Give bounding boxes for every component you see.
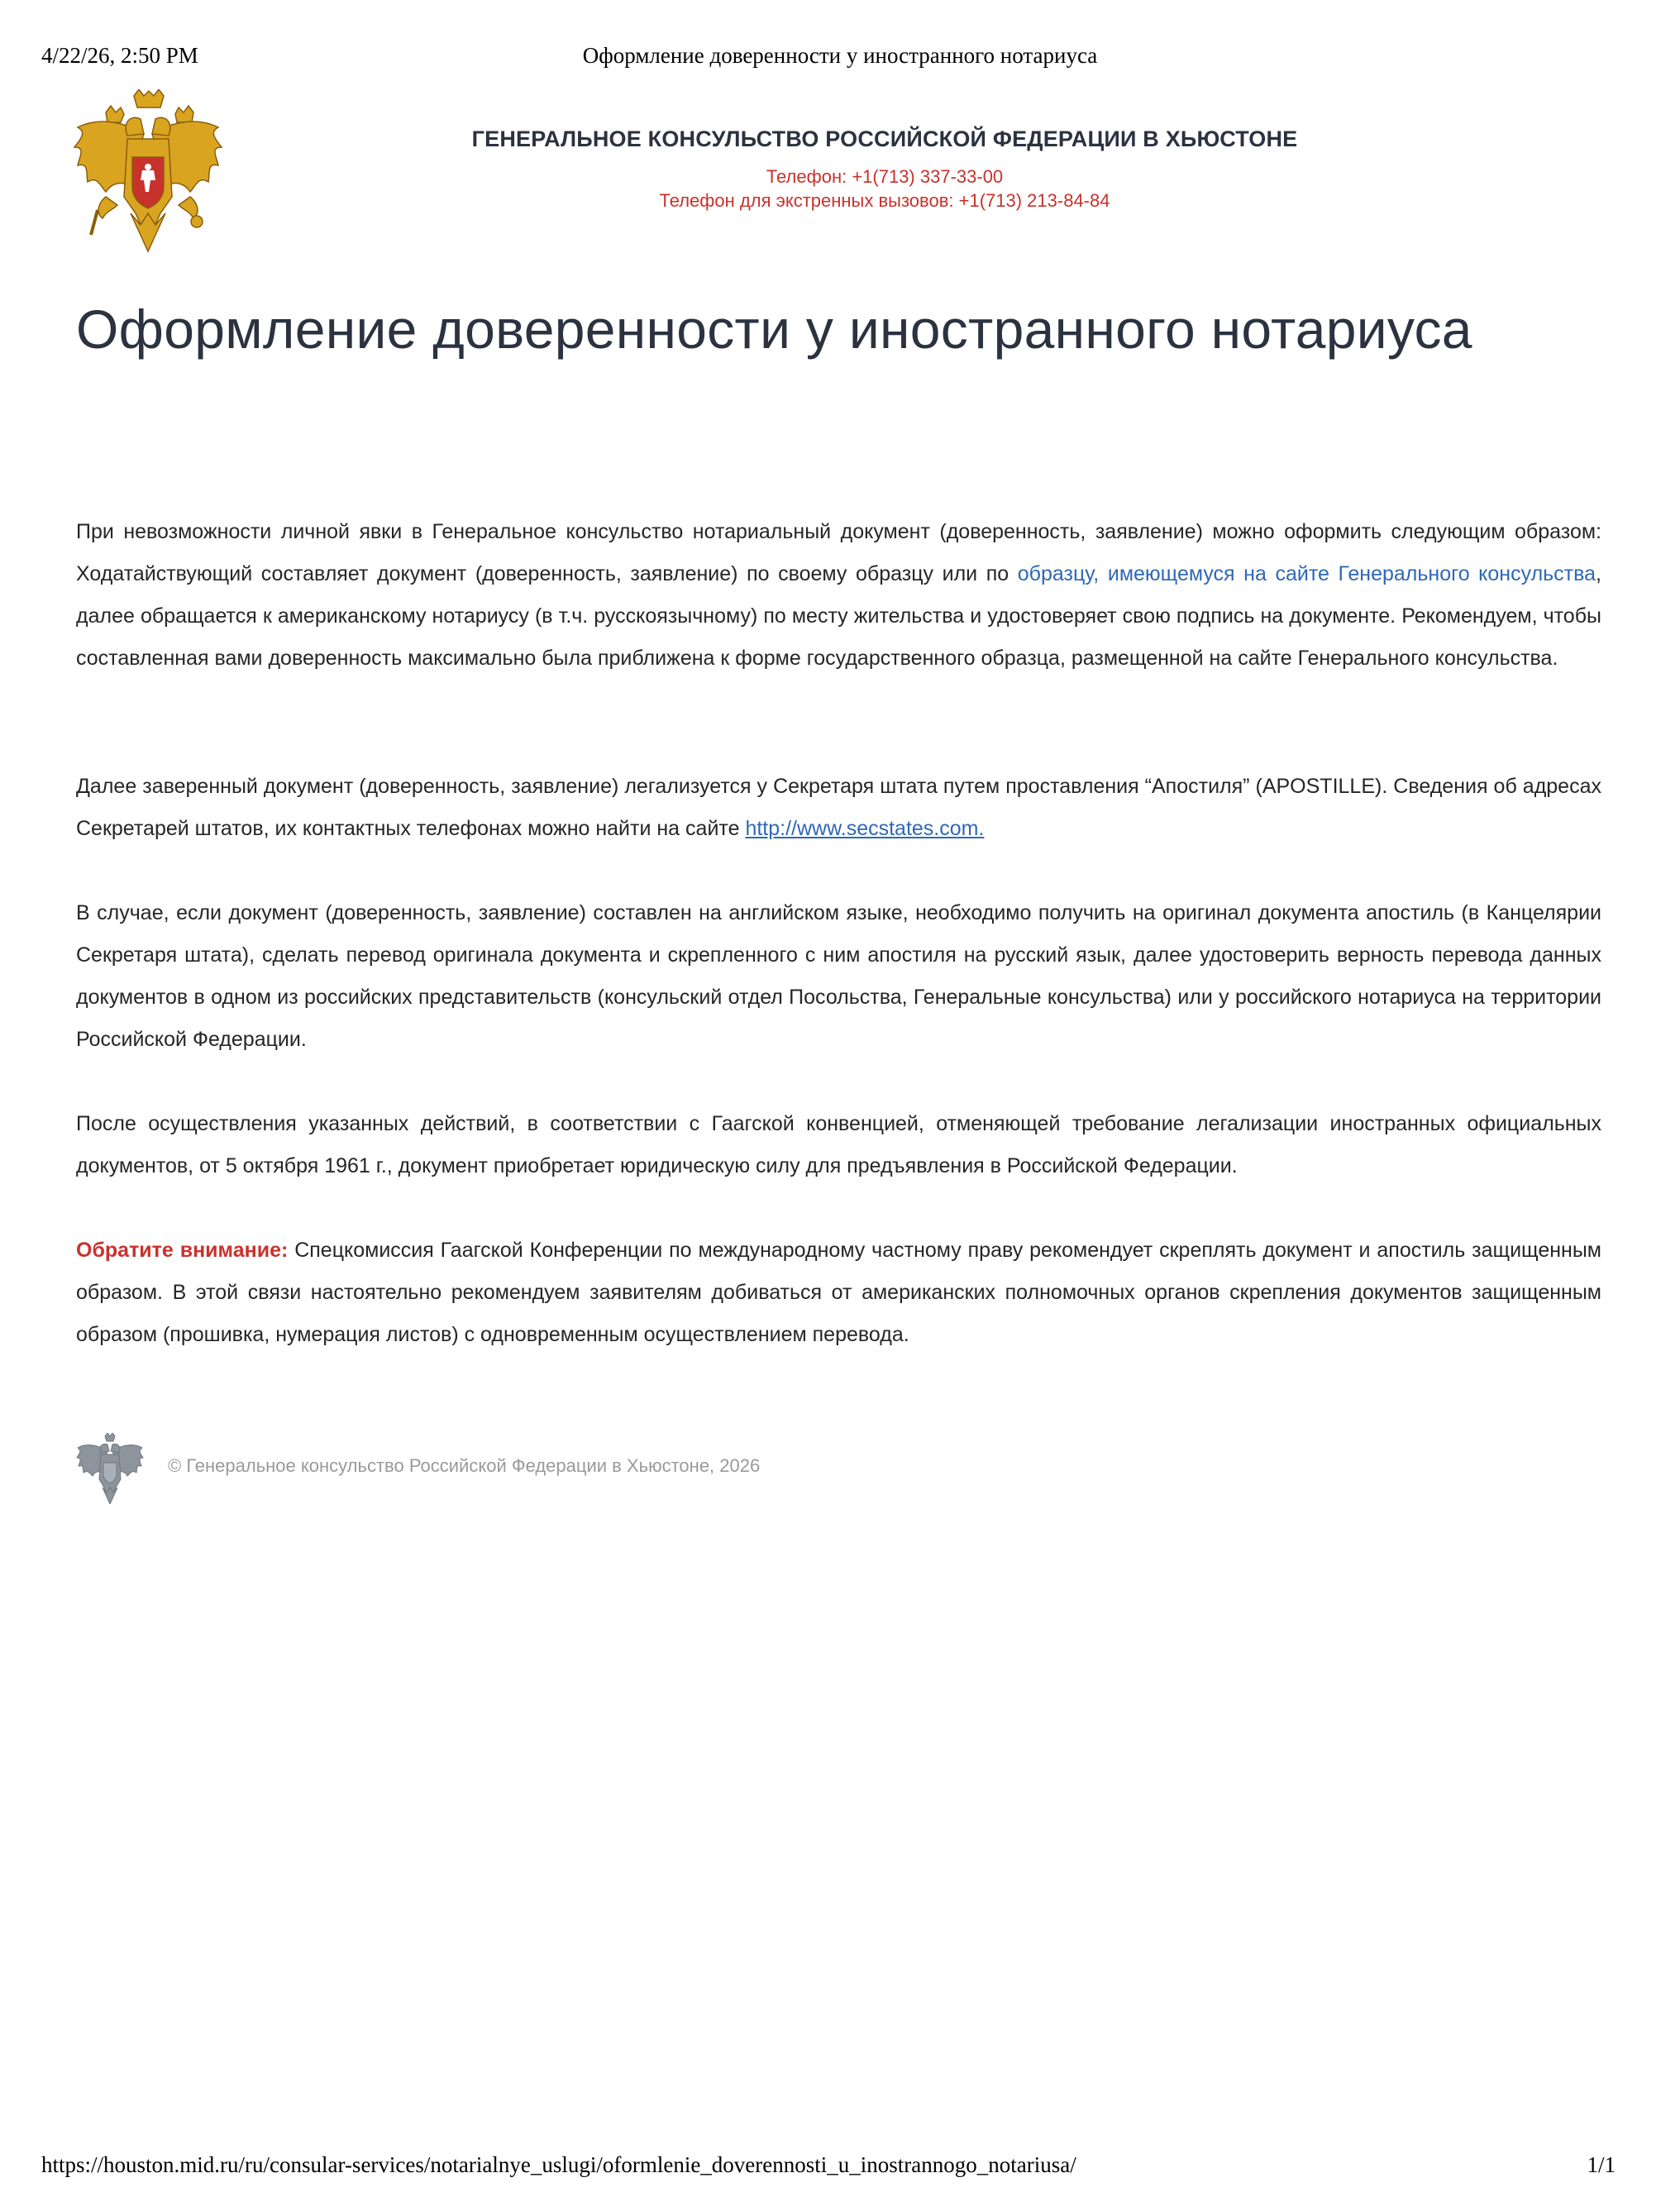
paragraph-apostille <box>76 766 1601 850</box>
print-url: https://houston.mid.ru/ru/consular-services/notarialnye_uslugi/oformlenie_doverennosti_u_inostrannogo_notariusa/ <box>41 2152 1076 2177</box>
print-header <box>0 43 1680 73</box>
paragraph-hague-convention <box>76 1103 1601 1187</box>
secstates-link[interactable]: http://www.secstates.com. <box>745 817 985 840</box>
emergency-phone-number[interactable]: Телефон для экстренных вызовов: +1(713) 213-84-84 <box>659 190 1110 211</box>
sample-document-link[interactable]: образцу, имеющемуся на сайте Генерального консульства <box>1017 562 1596 585</box>
paragraph-text: Спецкомиссия Гаагской Конференции по международному частному праву рекомендует скреплять документ и апостиль защищенным образом. В этой связи настоятельно рекомендуем заявителям добиваться от американских полномочных органов скрепления документов защищенным образом (прошивка, нумерация листов) с одновременным осуществлением перевода. <box>76 1239 1601 1346</box>
paragraph-text: После осуществления указанных действий, в соответствии с Гаагской конвенцией, отменяющей требование легализации иностранных официальных документов, от 5 октября 1961 г., документ приобретает юридическую силу для предъявления в Российской Федерации. <box>76 1112 1601 1177</box>
paragraph-text: В случае, если документ (доверенность, заявление) составлен на английском языке, необходимо получить на оригинал документа апостиль (в Канцелярии Секретаря штата), сделать перевод оригинала документа и скрепленного с ним апостиля на русский язык, далее удостоверить верность перевода данных документов в одном из российских представительств (консульский отдел Посольства, Генеральные консульства) или у российского нотариуса на территории Российской Федерации. <box>76 901 1601 1051</box>
paragraph-text: При невозможности личной явки в Генеральное консульство нотариальный документ (доверенность, заявление) можно оформить следующим образом: Ходатайствующий составляет документ (доверенность, заявление) по своему образцу или по <box>76 520 1601 585</box>
paragraph-intro <box>76 511 1601 680</box>
phone-number[interactable]: Телефон: +1(713) 337-33-00 <box>766 166 1004 187</box>
print-page-title: Оформление доверенности у иностранного нотариуса <box>582 43 1098 68</box>
copyright-text: © Генеральное консульство Российской Федерации в Хьюстоне, 2026 <box>168 1455 761 1476</box>
paragraph-text: Далее заверенный документ (доверенность, заявление) легализуется у Секретаря штата путем проставления “Апостиля” (APOSTILLE). Сведения об адресах Секретарей штатов, их контактных телефонах можно найти на сайте <box>76 775 1601 840</box>
coat-of-arms-icon[interactable] <box>73 89 223 255</box>
paragraph-notice <box>76 1230 1601 1356</box>
paragraph-translation <box>76 892 1601 1061</box>
coat-of-arms-gray-icon[interactable] <box>76 1433 144 1504</box>
notice-label: Обратите внимание: <box>76 1239 289 1262</box>
print-datetime: 4/22/26, 2:50 PM <box>41 43 198 68</box>
print-page-count: 1/1 <box>1587 2152 1616 2177</box>
print-footer <box>0 2152 1680 2182</box>
consulate-name[interactable]: ГЕНЕРАЛЬНОЕ КОНСУЛЬСТВО РОССИЙСКОЙ ФЕДЕРАЦИИ В ХЬЮСТОНЕ <box>471 127 1298 151</box>
paragraph-text: , далее обращается к американскому нотариусу (в т.ч. русскоязычному) по месту жительства и удостоверяет свою подпись на документе. Рекомендуем, чтобы составленная вами доверенность максимально была приближена к форме государственного образца, размещенной на сайте Генерального консульства. <box>76 562 1601 670</box>
page-title: Оформление доверенности у иностранного нотариуса <box>76 298 1472 360</box>
